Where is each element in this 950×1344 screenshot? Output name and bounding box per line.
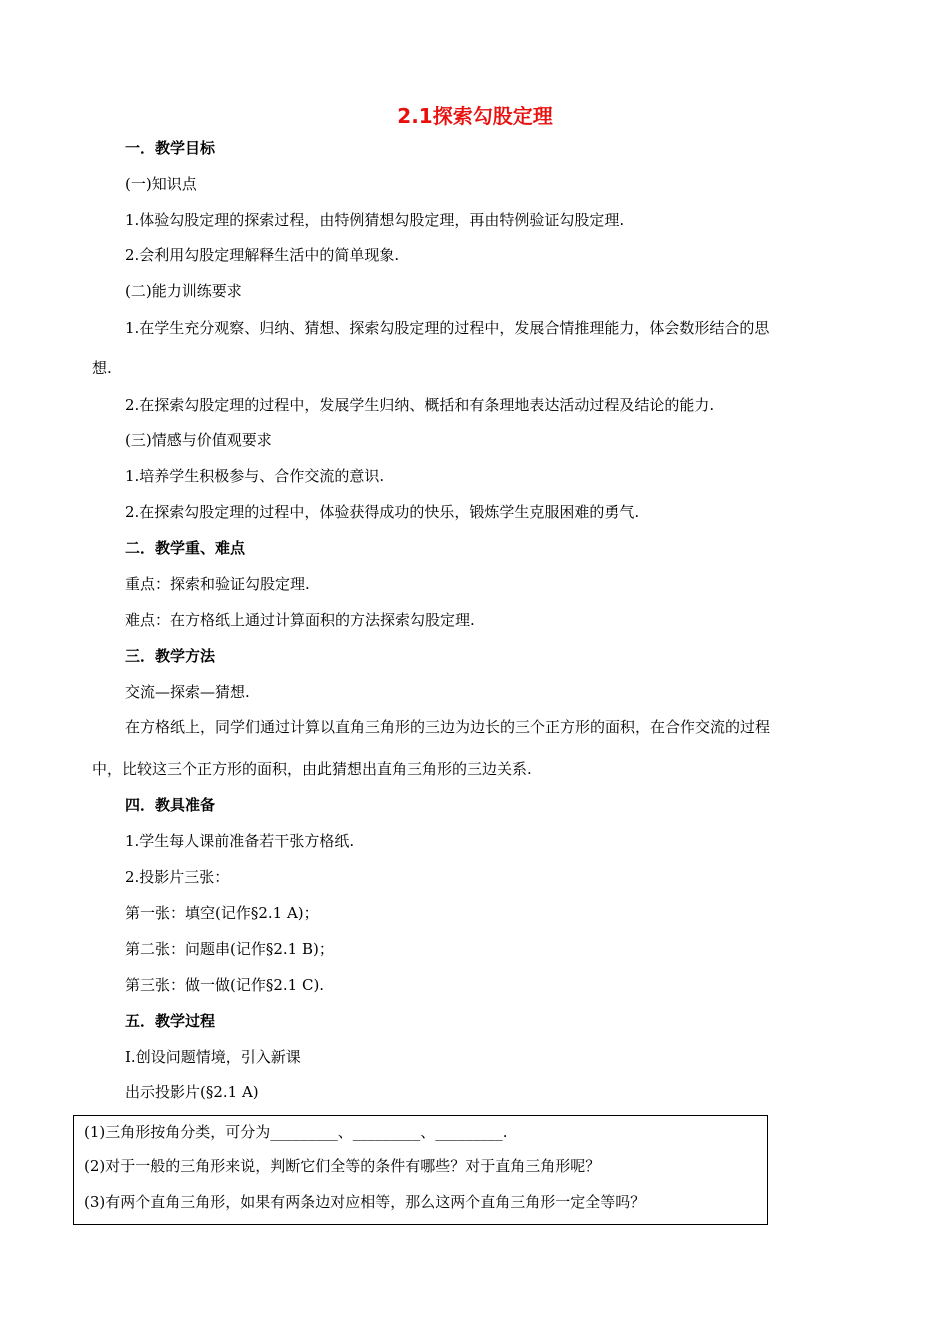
section-heading-method: 三．教学方法: [125, 647, 216, 665]
subheading-ability: (二)能力训练要求: [125, 282, 242, 300]
paragraph: 2.在探索勾股定理的过程中，发展学生归纳、概括和有条理地表达活动过程及结论的能力.: [125, 396, 715, 414]
paragraph: 1.学生每人课前准备若干张方格纸.: [125, 832, 355, 850]
paragraph: 1.培养学生积极参与、合作交流的意识.: [125, 467, 385, 485]
page-title: 2.1探索勾股定理: [397, 104, 553, 128]
paragraph: 第二张：问题串(记作§2.1 B)；: [125, 940, 334, 958]
section-heading-objectives: 一．教学目标: [125, 139, 216, 157]
paragraph: 难点：在方格纸上通过计算面积的方法探索勾股定理.: [125, 611, 475, 629]
paragraph: Ⅰ.创设问题情境，引入新课: [125, 1048, 301, 1066]
box-question-1: (1)三角形按角分类，可分为_________、_________、_________.: [84, 1123, 508, 1141]
paragraph: 2.在探索勾股定理的过程中，体验获得成功的快乐，锻炼学生克服困难的勇气.: [125, 503, 640, 521]
paragraph: 在方格纸上，同学们通过计算以直角三角形的三边为边长的三个正方形的面积，在合作交流的过程: [125, 718, 771, 736]
paragraph: 第三张：做一做(记作§2.1 C).: [125, 976, 325, 994]
section-heading-key-points: 二．教学重、难点: [125, 539, 246, 557]
paragraph: 出示投影片(§2.1 A): [125, 1083, 259, 1101]
paragraph-continuation: 想.: [92, 359, 112, 377]
subheading-values: (三)情感与价值观要求: [125, 431, 272, 449]
paragraph: 1.体验勾股定理的探索过程，由特例猜想勾股定理，再由特例验证勾股定理.: [125, 211, 625, 229]
section-heading-materials: 四．教具准备: [125, 796, 216, 814]
paragraph: 2.投影片三张：: [125, 868, 230, 886]
paragraph: 重点：探索和验证勾股定理.: [125, 575, 310, 593]
slide-content-box: [73, 1115, 768, 1225]
section-heading-process: 五．教学过程: [125, 1012, 216, 1030]
paragraph-continuation: 中，比较这三个正方形的面积，由此猜想出直角三角形的三边关系.: [92, 760, 532, 778]
box-question-2: (2)对于一般的三角形来说，判断它们全等的条件有哪些？对于直角三角形呢？: [84, 1157, 601, 1175]
subheading-knowledge: (一)知识点: [125, 175, 197, 193]
paragraph: 1.在学生充分观察、归纳、猜想、探索勾股定理的过程中，发展合情推理能力，体会数形结合的思: [125, 319, 770, 337]
paragraph: 第一张：填空(记作§2.1 A)；: [125, 904, 319, 922]
paragraph: 2.会利用勾股定理解释生活中的简单现象.: [125, 246, 400, 264]
paragraph: 交流—探索—猜想.: [125, 683, 250, 701]
box-question-3: (3)有两个直角三角形，如果有两条边对应相等，那么这两个直角三角形一定全等吗？: [84, 1193, 646, 1211]
